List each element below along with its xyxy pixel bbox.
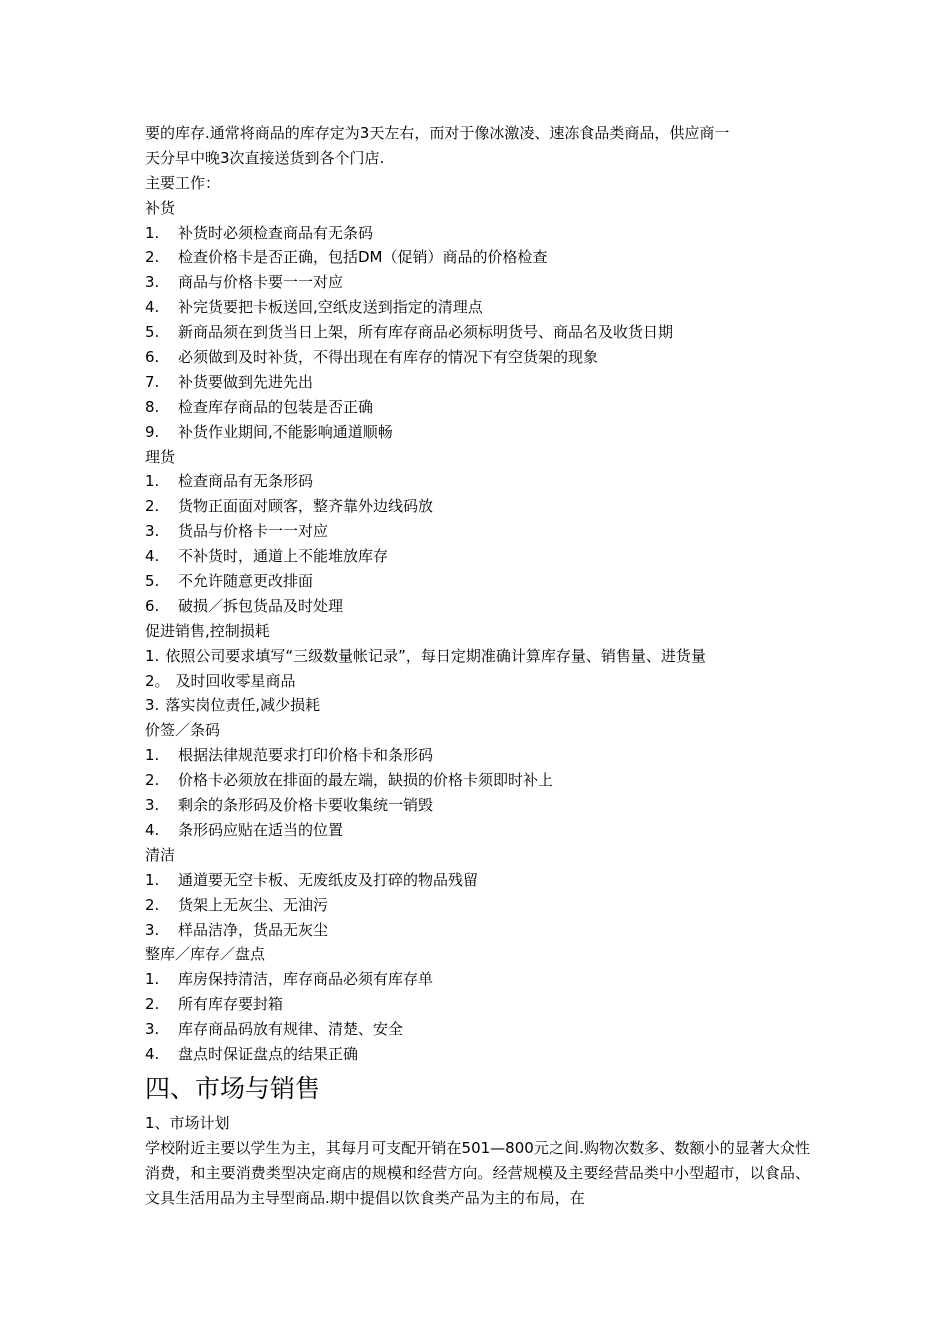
list-item-text: 货物正面面对顾客，整齐靠外边线码放 — [178, 497, 434, 516]
list-item — [145, 345, 810, 370]
list-item-number: 1. — [145, 970, 160, 989]
list-item — [145, 768, 810, 793]
list-item-text: 条形码应贴在适当的位置 — [178, 820, 344, 839]
work-sections — [145, 196, 810, 1067]
list-item — [145, 669, 810, 694]
list-item — [145, 818, 810, 843]
list-item-number: 1. — [145, 223, 160, 242]
list-item-text: 商品与价格卡要一一对应 — [178, 273, 344, 292]
list-item — [145, 544, 810, 569]
list-item-number: 3. — [145, 796, 160, 815]
list-item-text: 补货作业期间,不能影响通道顺畅 — [178, 422, 393, 441]
list-item — [145, 494, 810, 519]
list-item — [145, 868, 810, 893]
list-item-number: 1. — [145, 746, 160, 765]
list-item-text: 新商品须在到货当日上架，所有库存商品必须标明货号、商品名及收货日期 — [178, 323, 674, 342]
list-item — [145, 320, 810, 345]
list-item-number: 3. — [145, 273, 160, 292]
list-item-number: 7. — [145, 372, 160, 391]
list-item-text: 补货时必须检查商品有无条码 — [178, 223, 374, 242]
list-item-text: 及时回收零星商品 — [175, 671, 296, 690]
list-item-text: 盘点时保证盘点的结果正确 — [178, 1044, 359, 1063]
list-item-text: 检查商品有无条形码 — [178, 472, 314, 491]
document-page — [145, 121, 810, 1210]
list-item-number: 3. — [145, 696, 160, 715]
list-item-text: 补完货要把卡板送回,空纸皮送到指定的清理点 — [178, 298, 483, 317]
list-item — [145, 743, 810, 768]
list-item-text: 库房保持清洁，库存商品必须有库存单 — [178, 970, 434, 989]
chapter-title: 四、市场与销售 — [145, 1073, 321, 1103]
list-item-number: 3. — [145, 522, 160, 541]
list-item-number: 9. — [145, 422, 160, 441]
list-item — [145, 469, 810, 494]
list-item-number: 2. — [145, 497, 160, 516]
list-item-number: 3. — [145, 1020, 160, 1039]
list-item — [145, 295, 810, 320]
intro-line-2: 天分早中晚3次直接送货到各个门店. — [145, 148, 385, 167]
list-item — [145, 644, 810, 669]
list-item-text: 不允许随意更改排面 — [178, 572, 314, 591]
list-item-text: 破损／拆包货品及时处理 — [178, 596, 344, 615]
list-item — [145, 893, 810, 918]
list-item-text: 根据法律规范要求打印价格卡和条形码 — [178, 746, 434, 765]
list-item-number: 4. — [145, 547, 160, 566]
list-item-number: 2. — [145, 248, 160, 267]
section-heading: 价签／条码 — [145, 721, 221, 740]
list-item-text: 剩余的条形码及价格卡要收集统一销毁 — [178, 796, 434, 815]
section-heading: 促进销售,控制损耗 — [145, 621, 270, 640]
list-item-text: 落实岗位责任,减少损耗 — [165, 696, 321, 715]
list-item — [145, 1017, 810, 1042]
list-item-text: 不补货时，通道上不能堆放库存 — [178, 547, 389, 566]
list-item-number: 5. — [145, 572, 160, 591]
list-item-text: 货架上无灰尘、无油污 — [178, 895, 329, 914]
intro-line-1: 要的库存.通常将商品的库存定为3天左右，而对于像冰激凌、速冻食品类商品，供应商一 — [145, 124, 730, 142]
section-heading: 清洁 — [145, 845, 176, 864]
main-work-label: 主要工作： — [145, 173, 221, 192]
list-item — [145, 270, 810, 295]
list-item-text: 依照公司要求填写“三级数量帐记录”，每日定期准确计算库存量、销售量、进货量 — [165, 646, 706, 665]
list-item — [145, 967, 810, 992]
list-item — [145, 370, 810, 395]
list-item-number: 4. — [145, 1044, 160, 1063]
chapter-paragraph: 学校附近主要以学生为主，其每月可支配开销在501—800元之间.购物次数多、数额小的显著大众性消费，和主要消费类型决定商店的规模和经营方向。经营规模及主要经营品类中小型超市，以食品、文具生活用品为主导型商品.期中提倡以饮食类产品为主的布局，在 — [145, 1138, 810, 1207]
list-item-text: 样品洁净，货品无灰尘 — [178, 920, 329, 939]
list-item-text: 库存商品码放有规律、清楚、安全 — [178, 1020, 404, 1039]
list-item-number: 3. — [145, 920, 160, 939]
section-heading: 整库／库存／盘点 — [145, 945, 266, 964]
list-item-number: 1. — [145, 472, 160, 491]
list-item — [145, 519, 810, 544]
list-item-number: 4. — [145, 298, 160, 317]
list-item-number: 5. — [145, 323, 160, 342]
list-item-number: 2. — [145, 771, 160, 790]
list-item-number: 2。 — [145, 671, 170, 690]
list-item-number: 1. — [145, 646, 160, 665]
section-heading: 补货 — [145, 198, 176, 217]
list-item — [145, 918, 810, 943]
list-item-text: 所有库存要封箱 — [178, 995, 284, 1014]
list-item-number: 2. — [145, 995, 160, 1014]
list-item-number: 8. — [145, 397, 160, 416]
list-item — [145, 693, 810, 718]
section-heading: 理货 — [145, 447, 176, 466]
list-item-text: 检查库存商品的包装是否正确 — [178, 397, 374, 416]
list-item — [145, 420, 810, 445]
list-item-number: 6. — [145, 348, 160, 367]
list-item-number: 2. — [145, 895, 160, 914]
list-item — [145, 395, 810, 420]
list-item-text: 货品与价格卡一一对应 — [178, 522, 329, 541]
list-item — [145, 594, 810, 619]
list-item — [145, 793, 810, 818]
list-item-text: 检查价格卡是否正确，包括DM（促销）商品的价格检查 — [178, 248, 548, 267]
chapter-subtitle: 1、市场计划 — [145, 1113, 230, 1132]
list-item-text: 补货要做到先进先出 — [178, 372, 314, 391]
list-item — [145, 569, 810, 594]
list-item — [145, 221, 810, 246]
list-item-text: 通道要无空卡板、无废纸皮及打碎的物品残留 — [178, 870, 479, 889]
list-item — [145, 1042, 810, 1067]
list-item — [145, 992, 810, 1017]
list-item-number: 1. — [145, 870, 160, 889]
list-item-text: 必须做到及时补货，不得出现在有库存的情况下有空货架的现象 — [178, 348, 599, 367]
list-item-text: 价格卡必须放在排面的最左端，缺损的价格卡须即时补上 — [178, 771, 554, 790]
list-item-number: 4. — [145, 820, 160, 839]
list-item-number: 6. — [145, 596, 160, 615]
list-item — [145, 245, 810, 270]
